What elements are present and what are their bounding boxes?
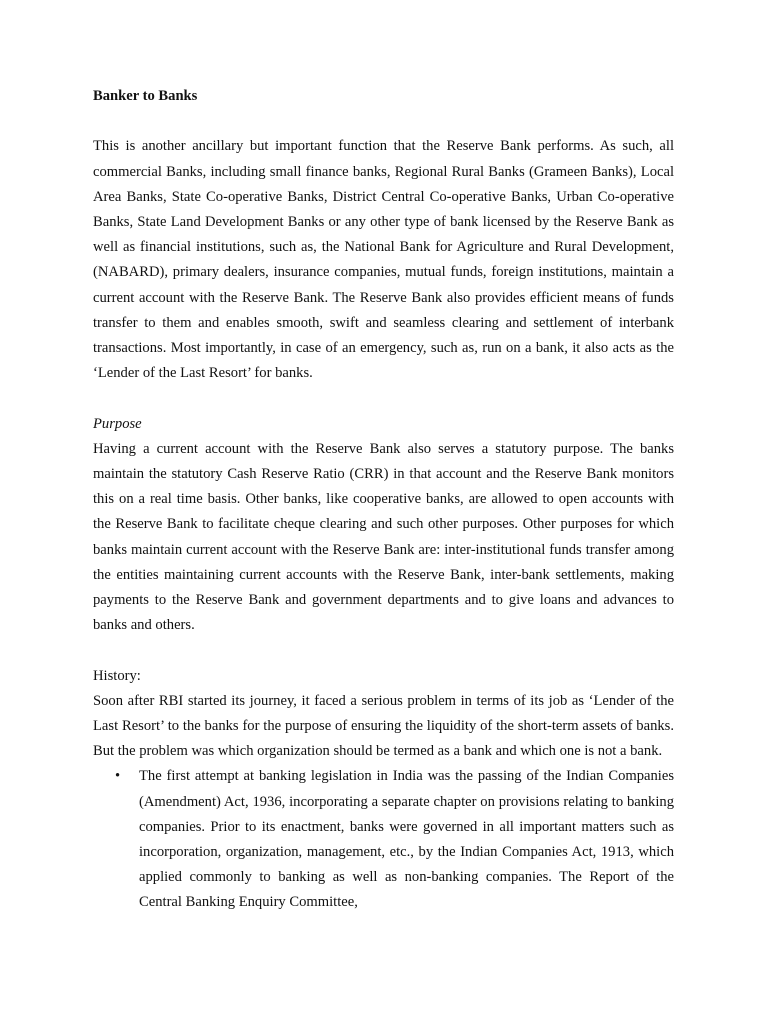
intro-paragraph: This is another ancillary but important function that the Reserve Bank performs. As such, all commercial Banks, including small finance banks, Regional Rural Banks (Grameen Banks), Local Area Banks, State Co-operative Banks, District Central Co-operative Banks, Urban Co-operative Banks, State Land Development Banks or any other type of bank licensed by the Reserve Bank as well as financial institutions, such as, the National Bank for Agriculture and Rural Development, (NABARD), primary dealers, insurance companies, mutual funds, foreign institutions, maintain a current account with the Reserve Bank. The Reserve Bank also provides efficient means of funds transfer to them and enables smooth, swift and seamless clearing and settlement of interbank transactions. Most importantly, in case of an emergency, such as, run on a bank, it also acts as the ‘Lender of the Last Resort’ for banks. bbox=[93, 138, 674, 382]
list-item-text: The first attempt at banking legislation in India was the passing of the Indian Companies (Amendment) Act, 1936, incorporating a separate chapter on provisions relating to banking companies. Prior to its enactment, banks were governed in all important matters such as incorporation, organization, management, etc., by the Indian Companies Act, 1913, which applied commonly to banking as well as non-banking companies. The Report of the Central Banking Enquiry Committee, bbox=[139, 768, 674, 911]
document-title: Banker to Banks bbox=[93, 88, 198, 104]
spacer bbox=[93, 638, 674, 663]
spacer bbox=[93, 386, 674, 411]
history-bullet-list bbox=[93, 764, 674, 915]
history-paragraph: Soon after RBI started its journey, it faced a serious problem in terms of its job as ‘Lender of the Last Resort’ to the banks for the purpose of ensuring the liquidity of the short-term assets of banks. But the problem was which organization should be termed as a bank and which one is not a bank. bbox=[93, 692, 674, 760]
spacer bbox=[93, 109, 674, 134]
bullet-icon: • bbox=[115, 768, 121, 785]
list-item bbox=[93, 764, 674, 915]
purpose-paragraph: Having a current account with the Reserve Bank also serves a statutory purpose. The banks maintain the statutory Cash Reserve Ratio (CRR) in that account and the Reserve Bank monitors this on a real time basis. Other banks, like cooperative banks, are allowed to open accounts with the Reserve Bank to facilitate cheque clearing and such other purposes. Other purposes for which banks maintain current account with the Reserve Bank are: inter-institutional funds transfer among the entities maintaining current accounts with the Reserve Bank, inter-bank settlements, making payments to the Reserve Bank and government departments and to give loans and advances to banks and others. bbox=[93, 440, 674, 634]
document-page bbox=[93, 84, 674, 916]
history-heading: History: bbox=[93, 667, 141, 684]
purpose-heading: Purpose bbox=[93, 415, 142, 432]
